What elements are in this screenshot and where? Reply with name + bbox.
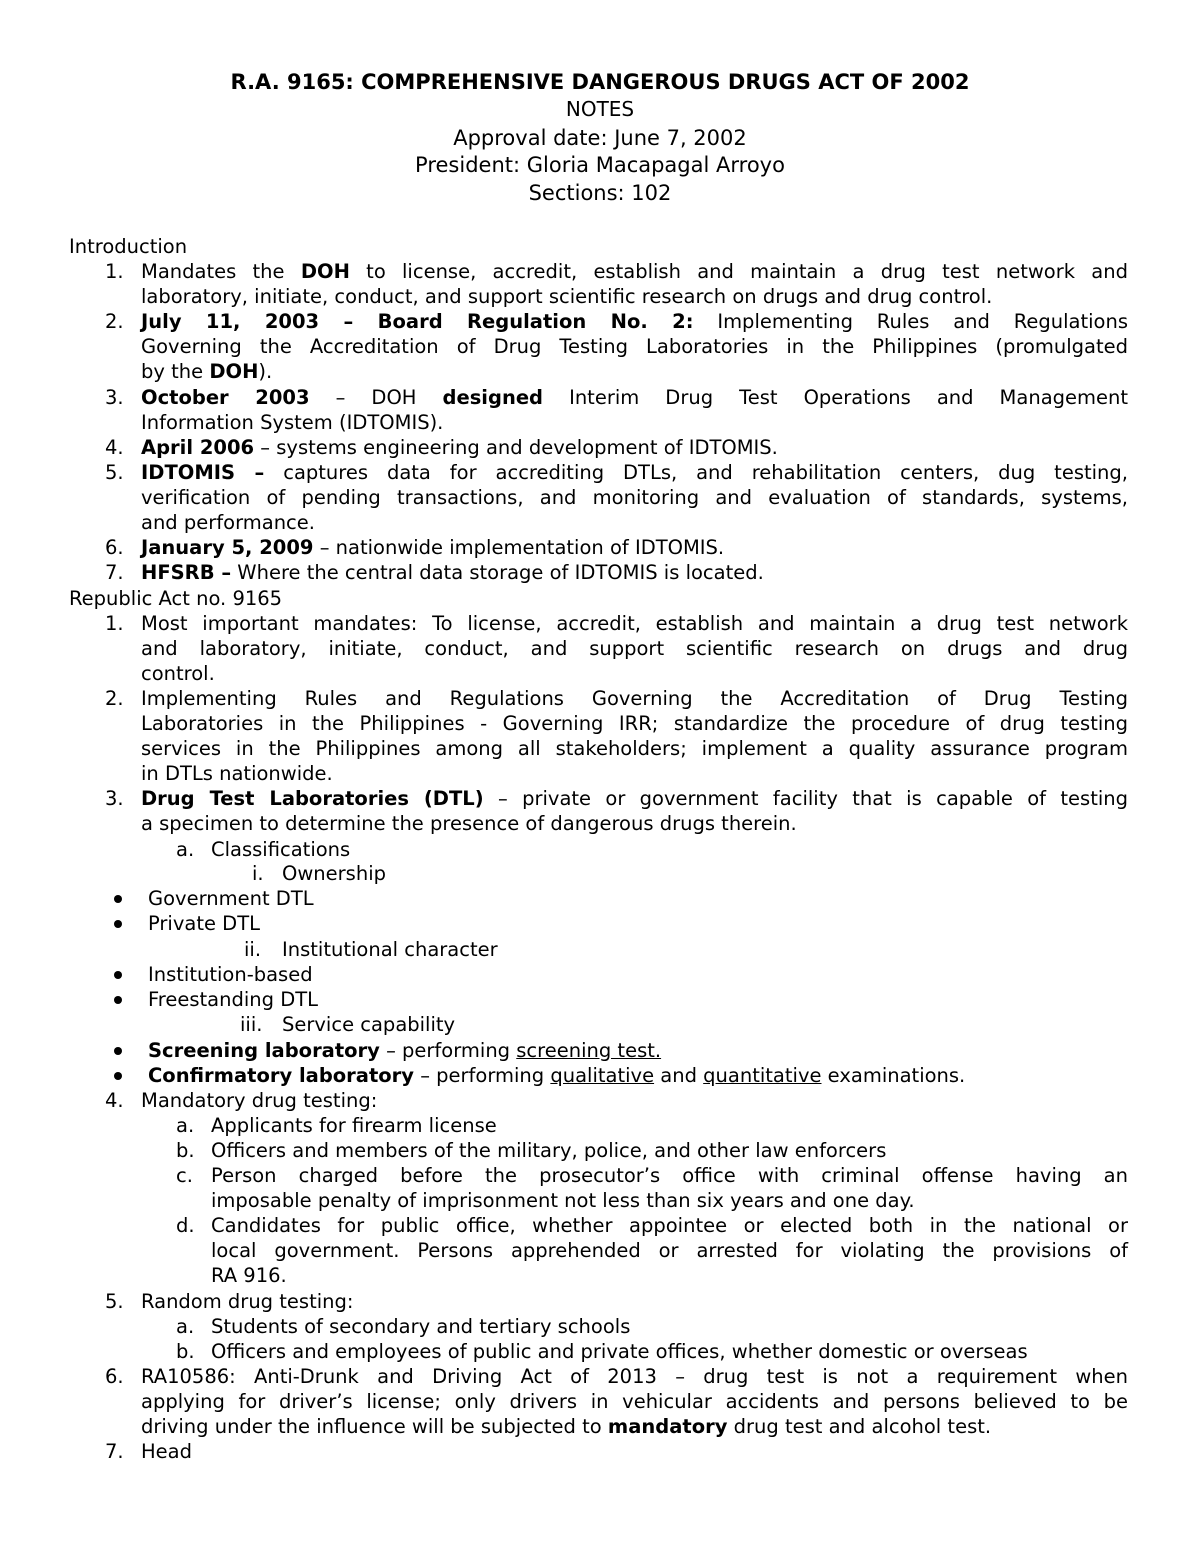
item-number: 5. [105, 461, 124, 484]
item-text: RA10586: Anti-Drunk and Driving Act of 2013 – drug test is not a requirement when applying for driver’s license; only drivers in vehicular accidents and persons believed to be driving under the influence will be subjected to mandatory drug test and alcohol test. [141, 1365, 1128, 1438]
item-number: c. [176, 1164, 193, 1187]
bullet-icon [114, 895, 122, 903]
item7-marker: 7. [105, 1440, 124, 1463]
item-text: Students of secondary and tertiary schools [211, 1315, 631, 1338]
item-text: Mandates the DOH to license, accredit, establish and maintain a drug test network and laboratory, initiate, conduct, and support scientific research on drugs and drug control. [141, 260, 1128, 308]
item-text: Applicants for firearm license [211, 1114, 497, 1137]
introduction-heading: Introduction [69, 235, 188, 258]
item-number: 6. [105, 1365, 124, 1388]
item-text: IDTOMIS – captures data for accrediting DTLs, and rehabilitation centers, dug testing, verification of pending transactions, and monitoring and evaluation of standards, systems, and performance. [141, 461, 1128, 534]
item-text: July 11, 2003 – Board Regulation No. 2: Implementing Rules and Regulations Governing the Accreditation of Drug Testing Laboratories in the Philippines (promulgated by the DOH). [141, 310, 1128, 383]
item5-marker: 5. [105, 1290, 124, 1313]
classifications-marker: a. [176, 838, 195, 861]
item-number: 3. [105, 386, 124, 409]
item-number: 2. [105, 310, 124, 333]
item-text: April 2006 – systems engineering and development of IDTOMIS. [141, 436, 778, 459]
item-text: Officers and employees of public and private offices, whether domestic or overseas [211, 1340, 1028, 1363]
bullet-icon [114, 971, 122, 979]
item-text: January 5, 2009 – nationwide implementation of IDTOMIS. [141, 536, 725, 559]
item-number: b. [176, 1340, 195, 1363]
sections-count: Sections: 102 [528, 181, 672, 205]
approval-date: Approval date: June 7, 2002 [453, 126, 747, 150]
bullet-icon [114, 996, 122, 1004]
item-number: 6. [105, 536, 124, 559]
ownership-label: Ownership [282, 862, 386, 885]
republic-act-heading: Republic Act no. 9165 [69, 587, 283, 610]
service-label: Service capability [282, 1013, 456, 1036]
classifications-label: Classifications [211, 838, 351, 861]
item-text: Implementing Rules and Regulations Governing the Accreditation of Drug Testing Laboratories in the Philippines - Governing IRR; standardize the procedure of drug testing services in the Philippines among all stakeholders; implement a quality assurance program in DTLs nationwide. [141, 687, 1128, 785]
item4-label: Mandatory drug testing: [141, 1089, 378, 1112]
item7-label: Head [141, 1440, 192, 1463]
item-number: 7. [105, 561, 124, 584]
item-number: 4. [105, 436, 124, 459]
item-text: October 2003 – DOH designed Interim Drug Test Operations and Management Information System (IDTOMIS). [141, 386, 1129, 434]
bullet-icon [114, 1047, 122, 1055]
item4-marker: 4. [105, 1089, 124, 1112]
item-number: 3. [105, 787, 124, 810]
item-text: Officers and members of the military, police, and other law enforcers [211, 1139, 887, 1162]
item-text: Drug Test Laboratories (DTL) – private or government facility that is capable of testing a specimen to determine the presence of dangerous drugs therein. [141, 787, 1128, 835]
institutional-label: Institutional character [282, 938, 498, 961]
item-text: Most important mandates: To license, accredit, establish and maintain a drug test network and laboratory, initiate, conduct, and support scientific research on drugs and drug control. [141, 612, 1128, 685]
document-page: R.A. 9165: COMPREHENSIVE DANGEROUS DRUGS ACT OF 2002 NOTES Approval date: June 7, 2002 President: Gloria Macapagal Arroyo Sections: 102 Introduction 1. Mandates the DOH to license, accredit, establish and maintain a drug test network and laboratory, initiate, conduct, and support scientific research on drugs and drug control. 2. July 11, 2003 – Board Regulation No. 2: Implementing Rules and Regulations Governing the Accreditation of Drug Testing Laboratories in the Philippines (promulgated by the DOH). 3. October 2003 – DOH designed Interim Drug Test Operations and Management Information System (IDTOMIS). 4. April 2006 – systems engineering and development of IDTOMIS. 5. IDTOMIS – captures data for accrediting DTLs, and rehabilitation centers, dug testing, verification of pending transactions, and monitoring and evaluation of standards, systems, and performance. 6. January 5, 2009 – nationwide implementation of IDTOMIS. 7. HFSRB – Where the central data storage of IDTOMIS is located. Republic Act no. 9165 1. Most important mandates: To license, accredit, establish and maintain a drug test network and laboratory, initiate, conduct, and support scientific research on drugs and drug control. 2. Implementing Rules and Regulations Governing the Accreditation of Drug Testing Laboratories in the Philippines - Governing IRR; standardize the procedure of drug testing services in the Philippines among all stakeholders; implement a quality assurance program in DTLs nationwide. 3. Drug Test Laboratories (DTL) – private or government facility that is capable of testing a specimen to determine the presence of dangerous drugs therein. a. Classifications i. Ownership Government DTL Private DTL ii. Institutional character Institution-based Freestanding DTL iii. Service capability Screening laboratory – performing screening test. Confirmatory laboratory – performing qualitative and quantitative examinations. 4. Mandatory drug testing: a. Applicants for firearm license b. Officers and members of the military, police, and other law enforcers c. Person charged before the prosecutor’s office with criminal offense having an imposable penalty of imprisonment not less than six years and one day. d. Candidates for public office, whether appointee or elected both in the national or local government. Persons apprehended or arrested for violating the provisions of RA 916. 5. Random drug testing: a. Students of secondary and tertiary schools b. Officers and employees of public and private offices, whether domestic or overseas 6. RA10586: Anti-Drunk and Driving Act of 2013 – drug test is not a requirement when applying for driver’s license; only drivers in vehicular accidents and persons believed to be driving under the influence will be subjected to mandatory drug test and alcohol test. 7. Head [0, 0, 1200, 1553]
notes-label: NOTES [565, 97, 635, 121]
item-text: Candidates for public office, whether appointee or elected both in the national or local government. Persons apprehended or arrested for violating the provisions of RA 916. [211, 1214, 1128, 1287]
president: President: Gloria Macapagal Arroyo [415, 153, 785, 177]
item-text: HFSRB – Where the central data storage of IDTOMIS is located. [141, 561, 764, 584]
institutional-marker: ii. [244, 938, 262, 961]
item-number: b. [176, 1139, 195, 1162]
item-number: 1. [105, 260, 124, 283]
item-number: 2. [105, 687, 124, 710]
service-marker: iii. [240, 1013, 263, 1036]
item-number: a. [176, 1315, 195, 1338]
item-text: Person charged before the prosecutor’s office with criminal offense having an imposable penalty of imprisonment not less than six years and one day. [211, 1164, 1128, 1212]
item-number: 1. [105, 612, 124, 635]
ownership-marker: i. [252, 862, 264, 885]
item-number: a. [176, 1114, 195, 1137]
item5-label: Random drug testing: [141, 1290, 354, 1313]
bullet-icon [114, 920, 122, 928]
bullet-icon [114, 1072, 122, 1080]
document-title: R.A. 9165: COMPREHENSIVE DANGEROUS DRUGS ACT OF 2002 [230, 70, 970, 94]
item-number: d. [176, 1214, 195, 1237]
